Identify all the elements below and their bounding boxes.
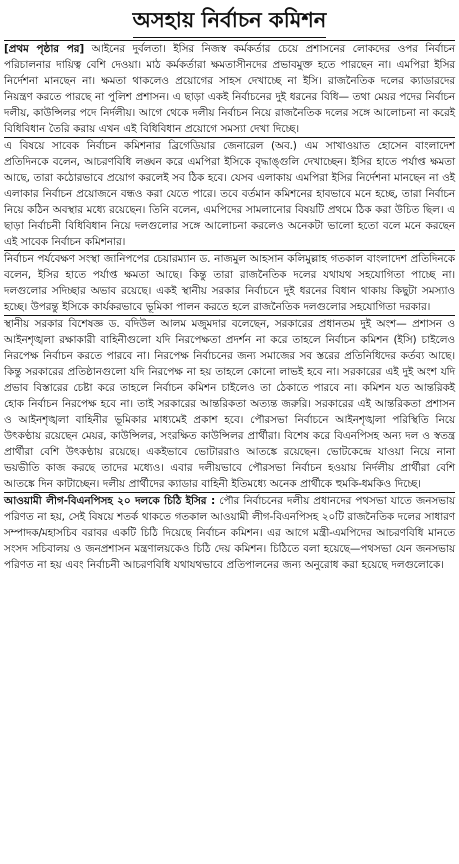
paragraph-4 — [4, 315, 455, 492]
article-body — [4, 40, 455, 573]
subheading: আওয়ামী লীগ-বিএনপিসহ ২০ দলকে চিঠি ইসির : — [4, 495, 215, 507]
paragraph-text: নির্বাচন পর্যবেক্ষণ সংস্থা জানিপপের চেয়ারম্যান ড. নাজমুল আহসান কলিমুল্লাহ গতকাল বাংলাদেশ প্রতিদিনকে বলেন, ইসির হাতে পর্যাপ্ত ক্ষমতা আছে। কিন্তু তারা রাজনৈতিক দলের যথাযথ সহযোগিতা পাচ্ছে না। দলগুলোর সদিচ্ছার অভাব রয়েছে। একই স্থানীয় সরকার নির্বাচনে দুই ধরনের বিধান থাকায় কিছুটা সমস্যাও হচ্ছে। উপরন্তু ইসিকে কার্যকরভাবে ভূমিকা পালন করতে হলে রাজনৈতিক দলগুলোর সহযোগিতা দরকার। — [4, 253, 455, 313]
headline-text: অসহায় নির্বাচন কমিশন — [133, 3, 327, 38]
paragraph-text: এ বিষয়ে সাবেক নির্বাচন কমিশনার ব্রিগেডিয়ার জেনারেল (অব.) এম সাখাওয়াত হোসেন বাংলাদেশ প্রতিদিনকে বলেন, আচরণবিধি লঙ্ঘন করে এমপিরা ইসিকে বৃদ্ধাঙ্গুলি দেখাচ্ছেন। ইসির হাতে পর্যাপ্ত ক্ষমতা আছে, তারা কঠোরভাবে প্রয়োগ করলেই সব ঠিক হবে। যেসব এলাকায় এমপিরা ইসির নির্দেশনা মানছেন না ওই এলাকার নির্বাচন প্রয়োজনে বন্ধও করা যেতে পারে। তবে বর্তমান কমিশনের হাবভাবে মনে হচ্ছে, তারা নির্বাচন নিয়ে কঠিন অবস্থার মধ্যে রয়েছেন। তিনি বলেন, এমপিদের সামলানোর বিষয়টি প্রথমে ঠিক করা উচিত ছিল। এ ছাড়া নির্বাচনী বিধিবিধান নিয়ে দলগুলোর সঙ্গে আলোচনা করলেও অনেকটা ভালো হতো বলে মনে করছেন এই সাবেক নির্বাচন কমিশনার। — [4, 140, 455, 248]
paragraph-5 — [4, 492, 455, 573]
continuation-marker: [প্রথম পৃষ্ঠার পর] — [4, 43, 85, 55]
paragraph-text: স্থানীয় সরকার বিশেষজ্ঞ ড. বদিউল আলম মজুমদার বলেছেন, সরকারের প্রধানতম দুই অংশ— প্রশাসন ও আইনশৃঙ্খলা রক্ষাকারী বাহিনীগুলো যদি নিরপেক্ষতা প্রদর্শন না করে তাহলে নির্বাচন কমিশন (ইসি) চাইলেও নিরপেক্ষ নির্বাচন করতে পারবে না। নিরপেক্ষ নির্বাচনের জন্য সমাজের সব স্তরের প্রতিনিধিদের কর্তব্য আছে। কিন্তু সরকারের প্রতিষ্ঠানগুলো যদি নিরপেক্ষ না হয় তাহলে কোনো লাভই হবে না। সরকারের এই দুই অংশ যদি প্রভাব বিস্তারের চেষ্টা করে তাহলে নির্বাচন কমিশন চাইলেও তা ঠেকাতে পারবে না। কমিশন যত আন্তরিকই হোক নির্বাচন নিরপেক্ষ হবে না। তাই সরকারের আন্তরিকতা অত্যন্ত জরুরি। সরকারের এই আন্তরিকতা প্রশাসন ও আইনশৃঙ্খলা বাহিনীর ভূমিকার মাধ্যমেই প্রকাশ হবে। পৌরসভা নির্বাচনে আইনশৃঙ্খলা পরিস্থিতি নিয়ে উৎকণ্ঠায় রয়েছেন মেয়র, কাউন্সিলর, সংরক্ষিত কাউন্সিলর প্রার্থীরা। বিশেষ করে বিএনপিসহ অন্য দল ও স্বতন্ত্র প্রার্থীরা বেশি উৎকণ্ঠায় রয়েছে। একইভাবে ভোটাররাও আতঙ্কে রয়েছেন। ভোটকেন্দ্রে যাওয়া নিয়ে নানা ভয়ভীতি কাজ করছে তাদের মধ্যেও। এবার দলীয়ভাবে পৌরসভা নির্বাচন হওয়ায় নির্দলীয় প্রার্থীরা বেশি আতঙ্কে দিন কাটাচ্ছেন। দলীয় প্রার্থীদের ক্যাডার বাহিনী ইতিমধ্যে অনেক প্রার্থীকে হুমকি-ধমকিও দিচ্ছে। — [4, 318, 455, 490]
paragraph-2 — [4, 137, 455, 250]
paragraph-1 — [4, 41, 455, 137]
paragraph-text: পৌর নির্বাচনের দলীয় প্রধানদের পথসভা যাতে জনসভায় পরিণত না হয়, সেই বিষয়ে শতর্ক থাকতে গতকাল আওয়ামী লীগ-বিএনপিসহ ২০টি রাজনৈতিক দলের সাধারণ সম্পাদক/মহাসচিব বরাবর একটি চিঠি দিয়েছে নির্বাচন কমিশন। এর আগে মন্ত্রী-এমপিদের আচরণবিধি মানতে সংসদ সচিবালয় ও জনপ্রশাসন মন্ত্রণালয়কেও চিঠি দেয় কমিশন। চিঠিতে বলা হয়েছে—পথসভা যেন জনসভায় পরিণত না হয় এবং নির্বাচনী আচরণবিধি যথাযথভাবে প্রতিপালনের জন্য অনুরোধ করা হয়েছে দলগুলোকে। — [4, 495, 455, 571]
headline — [4, 0, 455, 40]
paragraph-text: আইনের দুর্বলতা। ইসির নিজস্ব কর্মকর্তার চেয়ে প্রশাসনের লোকদের ওপর নির্বাচন পরিচালনার দায়িত্ব বেশি দেওয়া। মাঠ কর্মকর্তারা ক্ষমতাসীনদের প্রভাবমুক্ত হতে পারছেন না। এমপিরা ইসির নির্দেশনা মানছেন না। ক্ষমতা থাকলেও প্রয়োগের সাহস দেখাচ্ছে না ইসি। রাজনৈতিক দলের ক্যাডারদের নিয়ন্ত্রণ করতে পারছে না পুলিশ প্রশাসন। এ ছাড়া একই নির্বাচনের দুই ধরনের বিধি— তথা মেয়র পদের নির্বাচন দলীয়, কাউন্সিলর পদে নির্দলীয়। আগে থেকে দলীয় নির্বাচন নিয়ে রাজনৈতিক দলের সঙ্গে আলোচনা না করেই বিধিবিধান তৈরি করায় এখন এই বিধিবিধান প্রয়োগে সমস্যা দেখা দিচ্ছে। — [4, 43, 455, 135]
paragraph-3 — [4, 250, 455, 315]
